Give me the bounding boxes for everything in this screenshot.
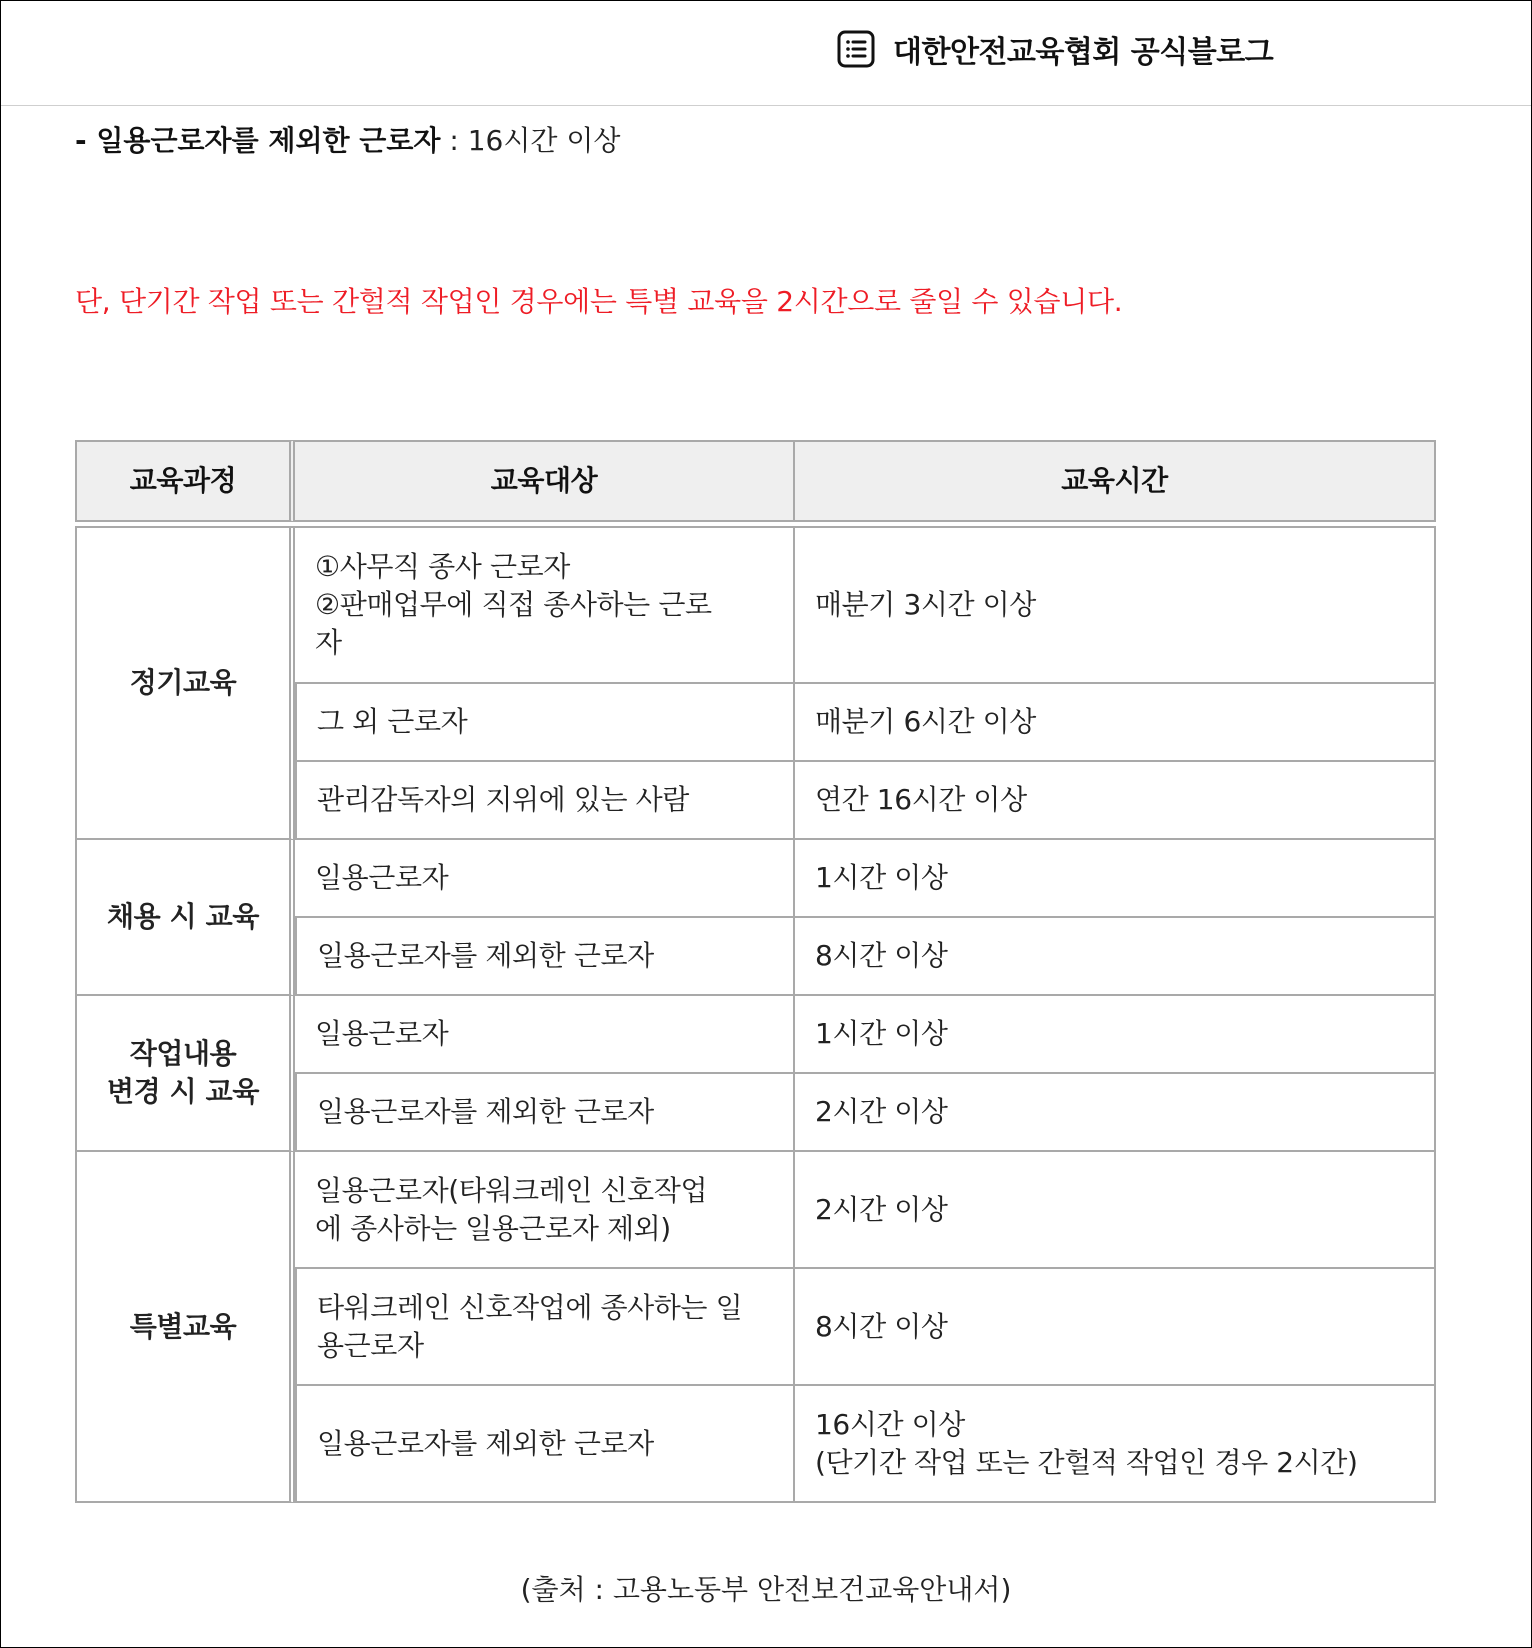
table-row: [75, 1152, 1436, 1269]
target-cell: 관리감독자의 지위에 있는 사람: [295, 762, 795, 840]
header-hours: 교육시간: [795, 440, 1436, 522]
blog-header: [1, 1, 1531, 106]
education-table: [75, 440, 1436, 1503]
target-cell: 일용근로자를 제외한 근로자: [295, 1074, 795, 1152]
blog-title-link[interactable]: [837, 27, 1273, 71]
list-document-icon: [837, 30, 875, 68]
table-row: [75, 840, 1436, 918]
intro-line: [75, 119, 620, 159]
course-cell: 채용 시 교육: [75, 840, 295, 996]
target-cell: 일용근로자: [295, 840, 795, 918]
target-cell: 일용근로자를 제외한 근로자: [295, 1386, 795, 1503]
table-header-row: [75, 440, 1436, 522]
hours-cell: 매분기 3시간 이상: [795, 528, 1436, 684]
source-caption: (출처 : 고용노동부 안전보건교육안내서): [520, 1573, 1012, 1606]
hours-cell: 2시간 이상: [795, 1152, 1436, 1269]
hours-cell: 1시간 이상: [795, 840, 1436, 918]
special-education-note: 단, 단기간 작업 또는 간헐적 작업인 경우에는 특별 교육을 2시간으로 줄일 수 있습니다.: [75, 285, 1123, 318]
target-cell: 일용근로자(타워크레인 신호작업 에 종사하는 일용근로자 제외): [295, 1152, 795, 1269]
hours-cell: 매분기 6시간 이상: [795, 684, 1436, 762]
hours-cell: 8시간 이상: [795, 918, 1436, 996]
target-cell: 일용근로자를 제외한 근로자: [295, 918, 795, 996]
target-cell: 타워크레인 신호작업에 종사하는 일 용근로자: [295, 1269, 795, 1386]
education-table-wrapper: [75, 440, 1436, 1503]
hours-cell: 8시간 이상: [795, 1269, 1436, 1386]
header-target: 교육대상: [295, 440, 795, 522]
hours-cell: 16시간 이상 (단기간 작업 또는 간헐적 작업인 경우 2시간): [795, 1386, 1436, 1503]
intro-label: - 일용근로자를 제외한 근로자: [75, 124, 441, 157]
course-cell: 작업내용 변경 시 교육: [75, 996, 295, 1152]
target-cell: 일용근로자: [295, 996, 795, 1074]
blog-title[interactable]: 대한안전교육협회 공식블로그: [893, 35, 1274, 70]
header-course: 교육과정: [75, 440, 295, 522]
target-cell: ①사무직 종사 근로자 ②판매업무에 직접 종사하는 근로 자: [295, 528, 795, 684]
table-row: [75, 528, 1436, 684]
hours-cell: 2시간 이상: [795, 1074, 1436, 1152]
course-cell: 특별교육: [75, 1152, 295, 1503]
target-cell: 그 외 근로자: [295, 684, 795, 762]
course-cell: 정기교육: [75, 528, 295, 840]
hours-cell: 연간 16시간 이상: [795, 762, 1436, 840]
hours-cell: 1시간 이상: [795, 996, 1436, 1074]
intro-value: : 16시간 이상: [440, 124, 621, 157]
table-row: [75, 996, 1436, 1074]
